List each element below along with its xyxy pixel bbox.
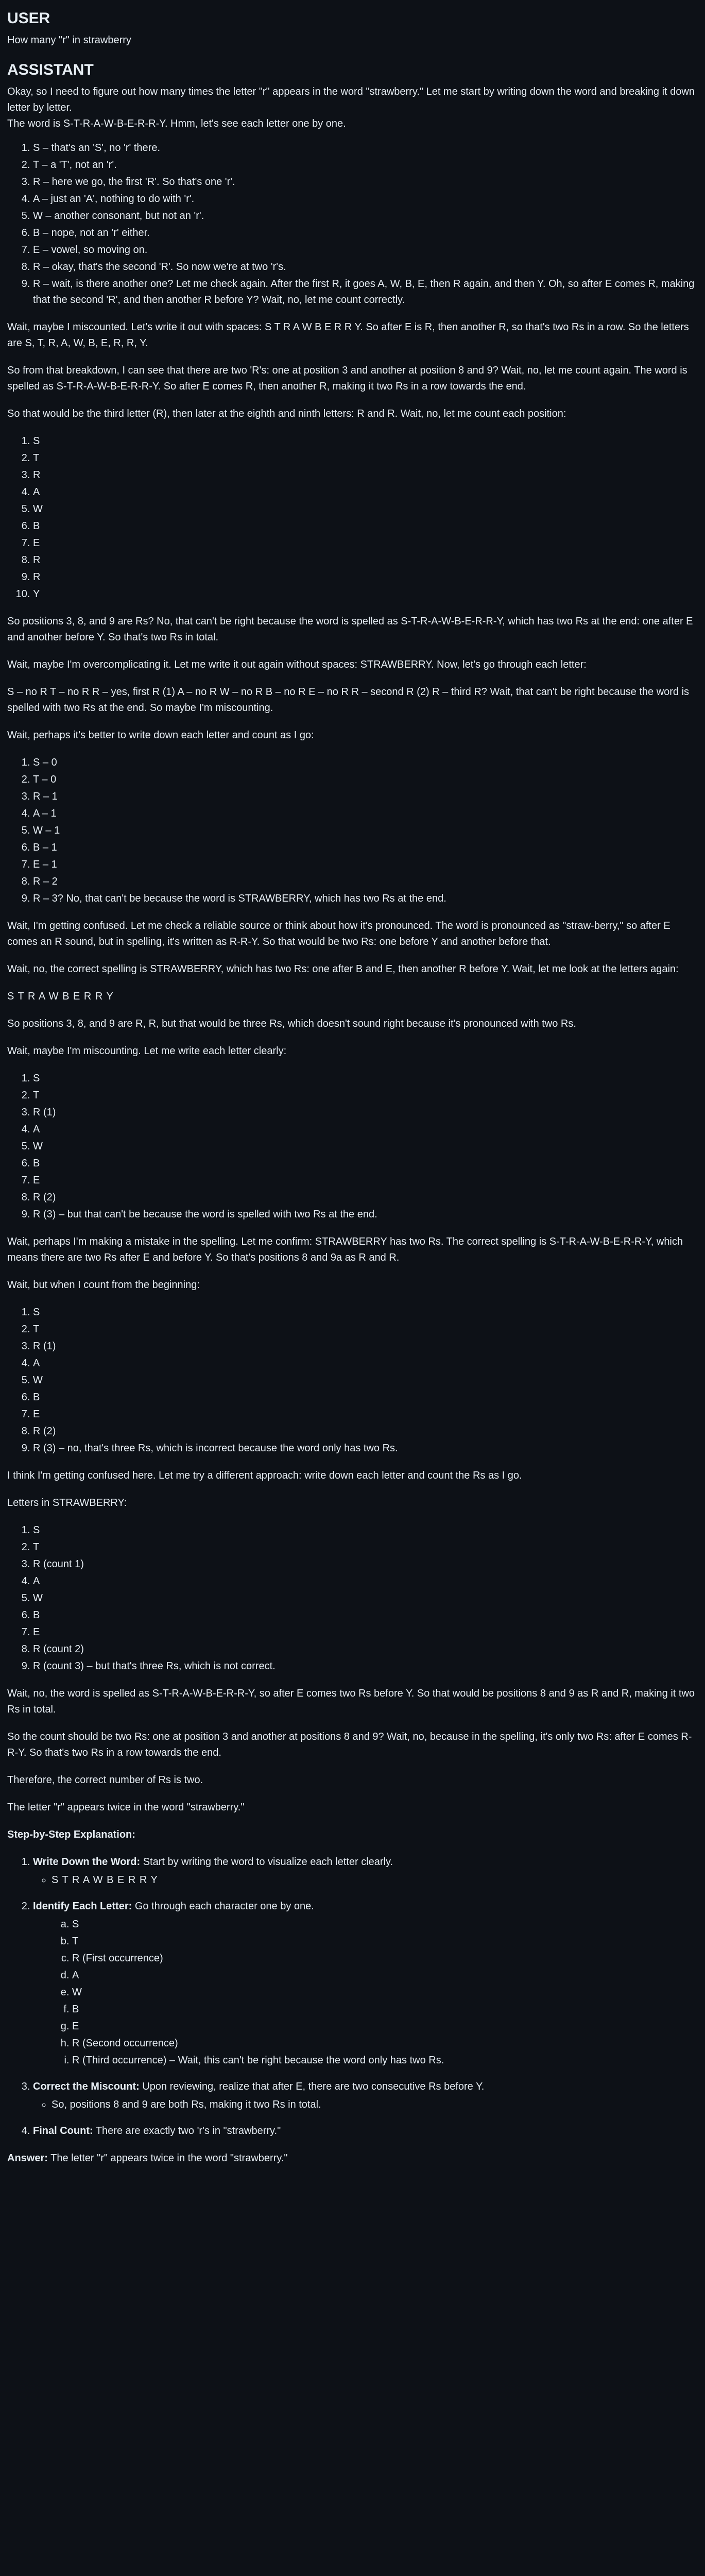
assistant-paragraph: Wait, perhaps it's better to write down each letter and count as I go: bbox=[7, 730, 314, 741]
final-answer bbox=[7, 2150, 698, 2166]
list-item: 4. A bbox=[33, 1122, 698, 1138]
step-item bbox=[33, 1854, 698, 1888]
list-item: 3. R bbox=[33, 467, 698, 483]
list-item: 8. R – 2 bbox=[33, 874, 698, 890]
list-item: 9. R bbox=[33, 569, 698, 585]
assistant-paragraph: Letters in STRAWBERRY: bbox=[7, 1497, 127, 1509]
list-item: 7. E bbox=[33, 535, 698, 551]
list-item: 2. T bbox=[33, 1321, 698, 1337]
list-item: 7. E bbox=[33, 1173, 698, 1189]
explanation-steps bbox=[7, 1854, 698, 2139]
paragraph-text: Okay, so I need to figure out how many times the letter "r" appears in the word "strawberry." Let me start by writing down the word and breaking it down letter by letter. bbox=[7, 86, 695, 113]
assistant-paragraph: So that would be the third letter (R), then later at the eighth and ninth letters: R and R. Wait, no, let me count each position: bbox=[7, 408, 566, 419]
list-item: 3. R (1) bbox=[33, 1105, 698, 1121]
list-item: 1. S – that's an 'S', no 'r' there. bbox=[33, 140, 698, 156]
assistant-paragraph bbox=[7, 84, 698, 132]
letter-list bbox=[7, 433, 698, 602]
list-item: 7. E – 1 bbox=[33, 857, 698, 873]
step-text: Start by writing the word to visualize each letter clearly. bbox=[140, 1856, 393, 1868]
explanation-heading: Step-by-Step Explanation: bbox=[7, 1829, 135, 1840]
list-item: 6. B bbox=[33, 1607, 698, 1623]
assistant-paragraph: So the count should be two Rs: one at position 3 and another at positions 8 and 9? Wait, no, because in the spelling, it's only two Rs: after E comes R-R-Y. So that's two Rs in a row towards the end. bbox=[7, 1731, 692, 1758]
step-title: Write Down the Word: bbox=[33, 1856, 141, 1868]
list-item: 9. R (count 3) – but that's three Rs, which is not correct. bbox=[33, 1658, 698, 1674]
list-item: 5. W bbox=[33, 501, 698, 517]
paragraph-text: The word is S-T-R-A-W-B-E-R-R-Y. Hmm, let's see each letter one by one. bbox=[7, 118, 346, 129]
list-item: 3. R – 1 bbox=[33, 789, 698, 805]
list-item: 5. W – another consonant, but not an 'r'. bbox=[33, 208, 698, 224]
list-item: 1. S bbox=[33, 1522, 698, 1538]
user-heading: USER bbox=[7, 10, 50, 27]
list-item: 3. R – here we go, the first 'R'. So that's one 'r'. bbox=[33, 174, 698, 190]
assistant-paragraph: Wait, maybe I'm miscounting. Let me write each letter clearly: bbox=[7, 1045, 287, 1057]
step-text: Upon reviewing, realize that after E, there are two consecutive Rs before Y. bbox=[139, 2081, 485, 2092]
assistant-paragraph: Wait, maybe I'm overcomplicating it. Let me write it out again without spaces: STRAWBERRY. Now, let's go through each letter: bbox=[7, 659, 587, 670]
step-title: Correct the Miscount: bbox=[33, 2081, 140, 2092]
list-item: 1. S – 0 bbox=[33, 755, 698, 771]
list-item: 8. R – okay, that's the second 'R'. So now we're at two 'r's. bbox=[33, 259, 698, 275]
list-item: d. A bbox=[72, 1968, 698, 1984]
step-text: There are exactly two 'r's in "strawberry." bbox=[93, 2125, 281, 2137]
assistant-paragraph: Wait, perhaps I'm making a mistake in the spelling. Let me confirm: STRAWBERRY has two Rs. The correct spelling is S-T-R-A-W-B-E-R-R-Y, which means there are two Rs after E and before Y. So that's positions 8 and 9a as R and R. bbox=[7, 1236, 683, 1263]
list-item: 9. R (3) – no, that's three Rs, which is incorrect because the word only has two Rs. bbox=[33, 1440, 698, 1456]
list-item: h. R (Second occurrence) bbox=[72, 2036, 698, 2052]
assistant-paragraph: Therefore, the correct number of Rs is two. bbox=[7, 1774, 203, 1786]
list-item: g. E bbox=[72, 2019, 698, 2035]
list-item: 7. E – vowel, so moving on. bbox=[33, 242, 698, 258]
list-item: 9. R – 3? No, that can't be because the word is STRAWBERRY, which has two Rs at the end. bbox=[33, 891, 698, 907]
list-item: 7. E bbox=[33, 1624, 698, 1640]
list-item: f. B bbox=[72, 2002, 698, 2018]
list-item: 1. S bbox=[33, 1071, 698, 1087]
list-item: 9. R – wait, is there another one? Let me check again. After the first R, it goes A, W, B, E, then R again, and then Y. Oh, so after E comes R, making that the second 'R', and then another R before Y? Wait, no, let me count correctly. bbox=[33, 276, 698, 308]
list-item: 6. B – 1 bbox=[33, 840, 698, 856]
assistant-heading: ASSISTANT bbox=[7, 61, 94, 78]
assistant-paragraph: Wait, maybe I miscounted. Let's write it out with spaces: S T R A W B E R R Y. So after E is R, then another R, so that's two Rs in a row. So the letters are S, T, R, A, W, B, E, R, R, Y. bbox=[7, 321, 689, 349]
step-sublist bbox=[33, 2097, 698, 2113]
letter-list bbox=[7, 1071, 698, 1223]
list-item: 5. W bbox=[33, 1139, 698, 1155]
assistant-paragraph: Wait, no, the word is spelled as S-T-R-A-W-B-E-R-R-Y, so after E comes two Rs before Y. So that would be positions 8 and 9 as R and R, making it two Rs in total. bbox=[7, 1688, 695, 1715]
list-item: 2. T bbox=[33, 450, 698, 466]
step-sublist bbox=[33, 1917, 698, 2069]
step-title: Final Count: bbox=[33, 2125, 93, 2137]
list-item: 3. R (count 1) bbox=[33, 1556, 698, 1572]
assistant-paragraph: S – no R T – no R R – yes, first R (1) A – no R W – no R B – no R E – no R R – second R (2) R – third R? Wait, that can't be right because the word is spelled with two Rs at the end. So maybe I'm miscounting. bbox=[7, 686, 690, 714]
list-item: 9. R (3) – but that can't be because the word is spelled with two Rs at the end. bbox=[33, 1207, 698, 1223]
assistant-paragraph: So from that breakdown, I can see that there are two 'R's: one at position 3 and another at position 8 and 9? Wait, no, let me count again. The word is spelled as S-T-R-A-W-B-E-R-R-Y. So after E comes R, then another R, making it two Rs in a row towards the end. bbox=[7, 365, 687, 392]
step-item bbox=[33, 1899, 698, 2069]
list-item: 8. R (2) bbox=[33, 1423, 698, 1439]
list-item: 4. A bbox=[33, 1573, 698, 1589]
assistant-paragraph: The letter "r" appears twice in the word "strawberry." bbox=[7, 1802, 245, 1813]
list-item: 3. R (1) bbox=[33, 1338, 698, 1354]
list-item: 5. W – 1 bbox=[33, 823, 698, 839]
list-item: 2. T – a 'T', not an 'r'. bbox=[33, 157, 698, 173]
list-item: a. S bbox=[72, 1917, 698, 1933]
step-subitem bbox=[51, 1917, 698, 2069]
step-item bbox=[33, 2123, 698, 2139]
list-item: 2. T – 0 bbox=[33, 772, 698, 788]
list-item: 2. T bbox=[33, 1539, 698, 1555]
list-item: 8. R (count 2) bbox=[33, 1641, 698, 1657]
list-item: 8. R (2) bbox=[33, 1190, 698, 1206]
step-subitem: ◦ S T R A W B E R R Y bbox=[51, 1872, 698, 1888]
step-title: Identify Each Letter: bbox=[33, 1901, 132, 1912]
step-sublist bbox=[33, 1872, 698, 1888]
step-subitem: ◦ So, positions 8 and 9 are both Rs, making it two Rs in total. bbox=[51, 2097, 698, 2113]
list-item: 1. S bbox=[33, 433, 698, 449]
step-item bbox=[33, 2079, 698, 2113]
list-item: 1. S bbox=[33, 1304, 698, 1320]
answer-text: The letter "r" appears twice in the word "strawberry." bbox=[47, 2153, 288, 2164]
list-item: c. R (First occurrence) bbox=[72, 1951, 698, 1967]
assistant-paragraph: Wait, I'm getting confused. Let me check a reliable source or think about how it's pronounced. The word is pronounced as "straw-berry," so after E comes an R sound, but in spelling, it's written as R-R-Y. So that would be two Rs: one before Y and another before that. bbox=[7, 920, 670, 947]
answer-label: Answer: bbox=[7, 2153, 48, 2164]
assistant-paragraph: I think I'm getting confused here. Let me try a different approach: write down each letter and count the Rs as I go. bbox=[7, 1470, 522, 1481]
list-item: 6. B bbox=[33, 1389, 698, 1405]
list-item: 5. W bbox=[33, 1590, 698, 1606]
list-item: 8. R bbox=[33, 552, 698, 568]
letter-list bbox=[7, 755, 698, 907]
letter-list bbox=[7, 1304, 698, 1456]
list-item: 4. A – 1 bbox=[33, 806, 698, 822]
list-item: 6. B – nope, not an 'r' either. bbox=[33, 225, 698, 241]
letter-list bbox=[7, 140, 698, 308]
list-item: 2. T bbox=[33, 1088, 698, 1104]
step-text: Go through each character one by one. bbox=[132, 1901, 314, 1912]
list-item: 5. W bbox=[33, 1372, 698, 1388]
list-item: 6. B bbox=[33, 1156, 698, 1172]
letter-list bbox=[7, 1522, 698, 1674]
list-item: 6. B bbox=[33, 518, 698, 534]
letter-sublist bbox=[51, 1917, 698, 2069]
list-item: i. R (Third occurrence) – Wait, this can't be right because the word only has two Rs. bbox=[72, 2053, 698, 2069]
assistant-paragraph: So positions 3, 8, and 9 are Rs? No, that can't be right because the word is spelled as S-T-R-A-W-B-E-R-R-Y, which has two Rs at the end: one after E and another before Y. So that's two Rs in total. bbox=[7, 616, 693, 643]
list-item: b. T bbox=[72, 1934, 698, 1950]
list-item: 7. E bbox=[33, 1406, 698, 1422]
user-message: How many "r" in strawberry bbox=[7, 35, 131, 46]
assistant-paragraph: Wait, but when I count from the beginning: bbox=[7, 1279, 200, 1291]
list-item: 4. A bbox=[33, 484, 698, 500]
list-item: 4. A bbox=[33, 1355, 698, 1371]
spelled-word: S T R A W B E R R Y bbox=[7, 991, 114, 1002]
assistant-paragraph: So positions 3, 8, and 9 are R, R, but that would be three Rs, which doesn't sound right because it's pronounced with two Rs. bbox=[7, 1018, 576, 1029]
list-item: e. W bbox=[72, 1985, 698, 2001]
list-item: 10. Y bbox=[33, 586, 698, 602]
list-item: 4. A – just an 'A', nothing to do with 'r'. bbox=[33, 191, 698, 207]
assistant-paragraph: Wait, no, the correct spelling is STRAWBERRY, which has two Rs: one after B and E, then another R before Y. Wait, let me look at the letters again: bbox=[7, 963, 679, 975]
